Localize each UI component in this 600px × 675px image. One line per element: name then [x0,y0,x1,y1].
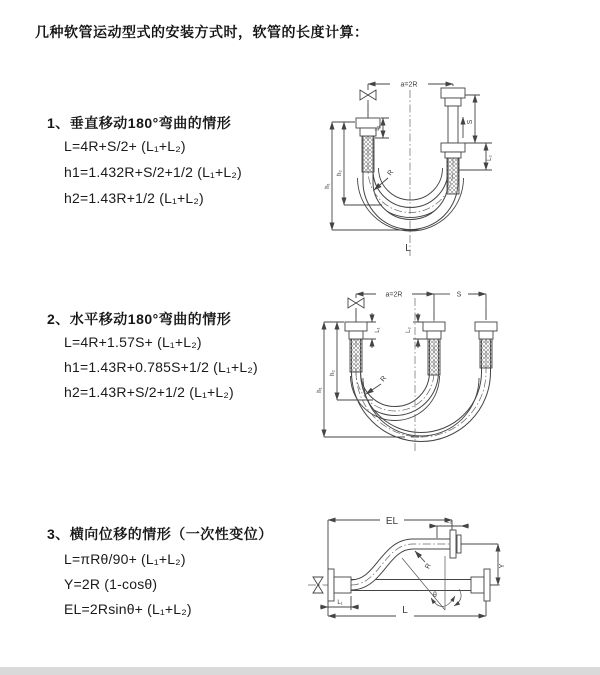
section-1-formula-h2: h2=1.43R+1/2 (L₁+L₂) [64,190,204,206]
braid-section-right [480,339,492,368]
radius-label: R [379,374,389,384]
diagram-vertical-180-bend [310,70,600,260]
dim-width-label: a=2R [385,291,403,299]
fitting-right-upper [441,88,465,143]
dim-l2-label: L₂ [446,519,452,525]
page-bottom-edge [0,667,600,675]
section-3-formula-y: Y=2R (1-cosθ) [64,576,158,592]
section-3-formula-l: L=πRθ/90+ (L₁+L₂) [64,551,186,567]
dimension-s [465,95,492,143]
flange-right-upper [450,530,461,558]
section-1-formula-l: L=4R+S/2+ (L₁+L₂) [64,138,186,154]
dim-h1-label: h₁ [317,387,323,393]
radius-label: R [424,562,433,571]
angle-label: θ [433,592,437,599]
valve-icon [360,84,376,118]
flange-left [328,569,351,601]
radius-leader [366,384,381,394]
hose-u-tube-state2 [356,336,486,437]
hose-curved [351,544,450,585]
braid-section-right [447,157,459,194]
fitting-right [475,322,497,339]
braid-section-middle [428,339,440,375]
braid-section-left [350,339,362,372]
dim-l1-label: L₁ [375,125,381,131]
fitting-left [345,322,367,339]
fitting-right-lower [441,143,465,158]
section-3-formula-el: EL=2Rsinθ+ (L₁+L₂) [64,601,192,617]
dim-l1-label: L₁ [337,600,343,606]
dim-width-label: a=2R [400,81,418,89]
braid-section-left [362,136,374,172]
dim-l2-label: L₂ [487,155,493,161]
section-2-heading: 2、水平移动180°弯曲的情形 [47,311,232,327]
length-label: L [402,605,408,616]
page-title: 几种软管运动型式的安装方式时，软管的长度计算： [35,24,369,40]
fitting-middle [423,322,445,339]
diagram-lateral-displacement [300,500,600,660]
radius-leader [415,551,425,562]
section-2-formula-h2: h2=1.43R+S/2+1/2 (L₁+L₂) [64,384,234,400]
section-3-heading: 3、横向位移的情形（一次性变位） [47,526,273,542]
section-1-heading: 1、垂直移动180°弯曲的情形 [47,115,232,131]
dim-s-label: S [467,119,474,125]
valve-icon [348,294,364,322]
length-label: L [405,243,411,254]
flange-right-lower [471,569,490,601]
radius-label: R [386,168,396,178]
dim-s-label: S [456,291,462,299]
diagram-horizontal-180-bend [310,280,600,460]
dim-el-label: EL [385,516,399,527]
section-2-formula-l: L=4R+1.57S+ (L₁+L₂) [64,334,202,350]
dim-y-label: Y [499,563,506,569]
dimension-l2 [429,526,469,538]
dim-h2-label: h₂ [330,370,336,376]
dim-l2-label: L₂ [406,327,412,333]
dim-h1-label: h₁ [325,183,331,189]
dim-h2-label: h₂ [337,170,343,176]
section-1-formula-h1: h1=1.432R+S/2+1/2 (L₁+L₂) [64,164,242,180]
section-2-formula-h1: h1=1.43R+0.785S+1/2 (L₁+L₂) [64,359,258,375]
dim-l1-label: L₁ [375,327,381,333]
